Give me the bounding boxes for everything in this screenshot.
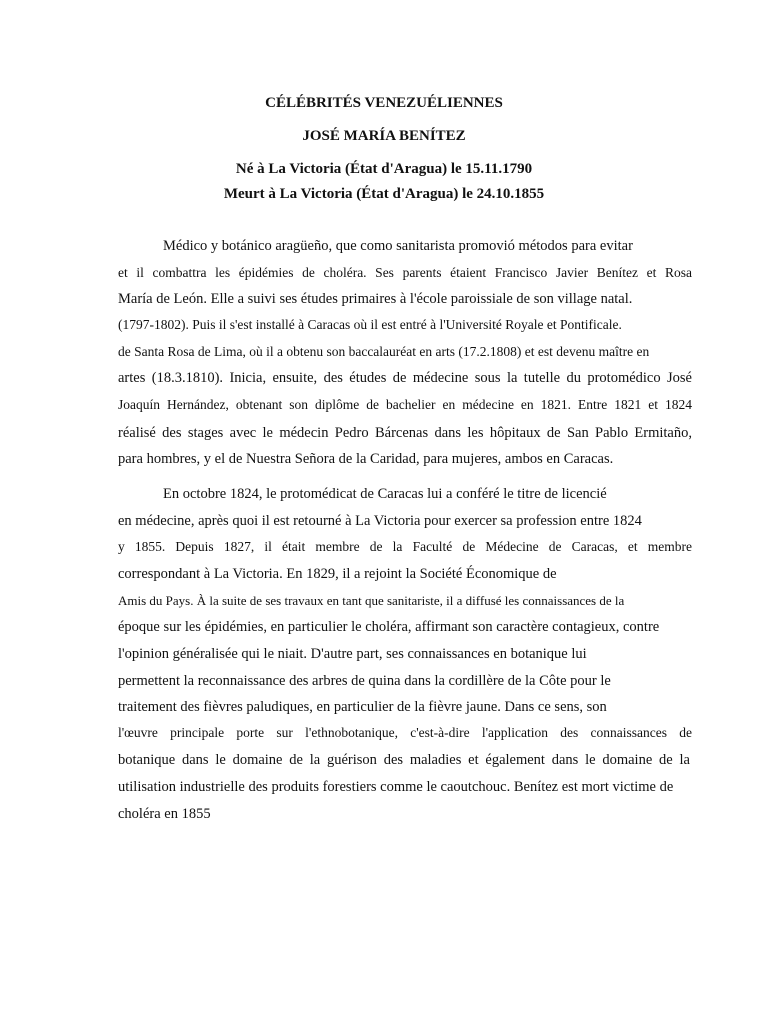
paragraph-line: En octobre 1824, le protomédicat de Caracas lui a conféré le titre de licencié	[163, 486, 607, 502]
paragraph-line: María de León. Elle a suivi ses études primaires à l'école paroissiale de son village natal.	[118, 291, 633, 307]
paragraph-line: permettent la reconnaissance des arbres de quina dans la cordillère de la Côte pour le	[118, 673, 611, 689]
paragraph-line: choléra en 1855	[118, 806, 211, 822]
paragraph-line: Joaquín Hernández, obtenant son diplôme de bachelier en médecine en 1821. Entre 1821 et 1824	[118, 397, 692, 412]
paragraph-line: l'opinion généralisée qui le niait. D'autre part, ses connaissances en botanique lui	[118, 646, 587, 662]
paragraph-line: et il combattra les épidémies de choléra. Ses parents étaient Francisco Javier Benítez et Rosa	[118, 265, 692, 280]
paragraph-line: époque sur les épidémies, en particulier le choléra, affirmant son caractère contagieux, contre	[118, 619, 660, 635]
paragraph-line: traitement des fièvres paludiques, en particulier de la fièvre jaune. Dans ce sens, son	[118, 699, 607, 715]
paragraph-line: artes (18.3.1810). Inicia, ensuite, des études de médecine sous la tutelle du protomédico José	[118, 370, 692, 386]
paragraph-line: (1797-1802). Puis il s'est installé à Caracas où il est entré à l'Université Royale et Pontificale.	[118, 317, 622, 332]
paragraph-line: correspondant à La Victoria. En 1829, il a rejoint la Société Économique de	[118, 566, 557, 582]
paragraph-line: utilisation industrielle des produits forestiers comme le caoutchouc. Benítez est mort victime de	[118, 779, 674, 795]
paragraph-line: para hombres, y el de Nuestra Señora de la Caridad, para mujeres, ambos en Caracas.	[118, 451, 614, 467]
person-name: JOSÉ MARÍA BENÍTEZ	[302, 128, 466, 144]
paragraph-line: l'œuvre principale porte sur l'ethnobotanique, c'est-à-dire l'application des connaissances de	[118, 725, 692, 740]
paragraph-line: botanique dans le domaine de la guérison des maladies et également dans le domaine de la	[118, 752, 690, 768]
paragraph-line: Médico y botánico aragüeño, que como sanitarista promovió métodos para evitar	[163, 238, 633, 254]
paragraph-line: y 1855. Depuis 1827, il était membre de la Faculté de Médecine de Caracas, et membre	[118, 539, 692, 554]
birth-line: Né à La Victoria (État d'Aragua) le 15.11.1790	[235, 161, 533, 177]
death-line: Meurt à La Victoria (État d'Aragua) le 24.10.1855	[223, 186, 545, 202]
paragraph-line: réalisé des stages avec le médecin Pedro Bárcenas dans les hôpitaux de San Pablo Ermitaño,	[118, 425, 692, 441]
paragraph-line: Amis du Pays. À la suite de ses travaux en tant que sanitariste, il a diffusé les connaissances de la	[118, 593, 625, 608]
paragraph-line: de Santa Rosa de Lima, où il a obtenu son baccalauréat en arts (17.2.1808) et est devenu maître en	[118, 344, 650, 359]
paragraph-line: en médecine, après quoi il est retourné à La Victoria pour exercer sa profession entre 1824	[118, 513, 642, 529]
section-title: CÉLÉBRITÉS VENEZUÉLIENNES	[265, 95, 503, 111]
